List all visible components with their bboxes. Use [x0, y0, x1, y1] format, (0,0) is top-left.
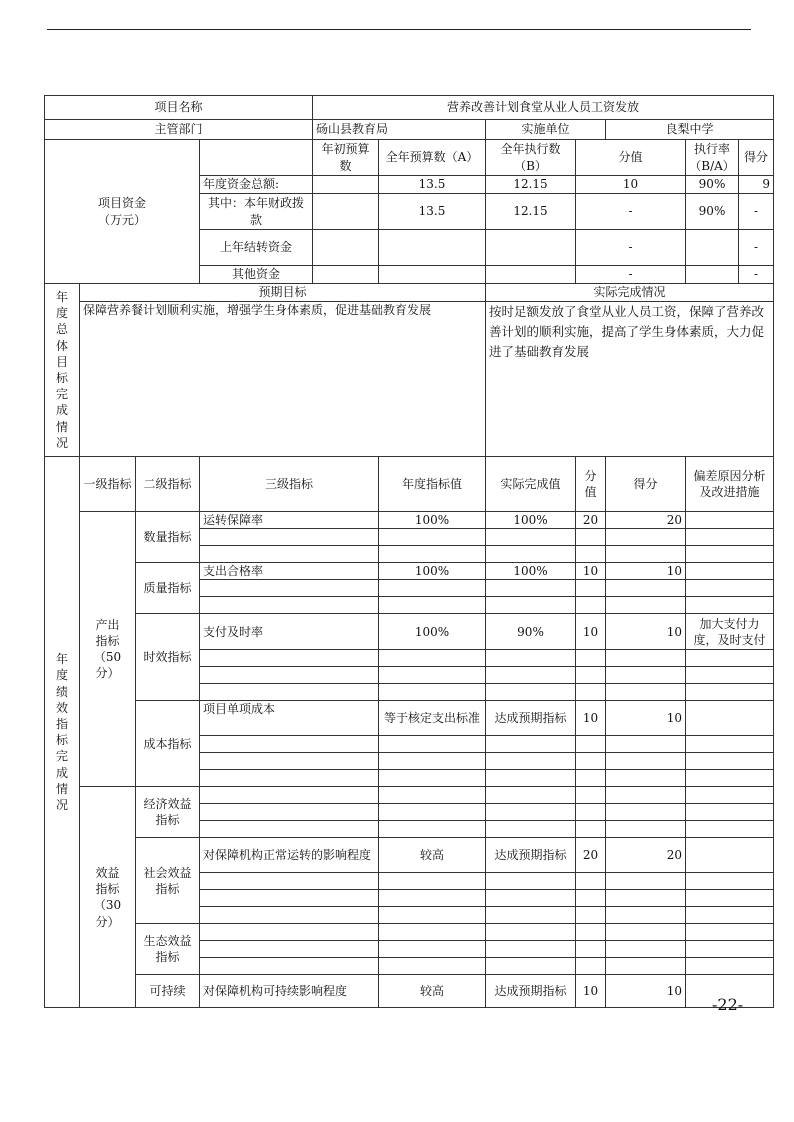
quality-indicator-label: 质量指标 [136, 563, 200, 614]
fund-row-label: 上年结转资金 [200, 230, 313, 266]
col-score: 得分 [739, 140, 774, 176]
header-deviation: 偏差原因分析及改进措施 [686, 457, 774, 512]
indicators-section-label [45, 457, 80, 1008]
fund-score: - [739, 194, 774, 230]
fund-executed [486, 266, 576, 284]
indicator-target: 100% [379, 563, 486, 580]
actual-goal-header: 实际完成情况 [486, 284, 774, 302]
indicator-score: 10 [606, 975, 686, 1008]
fund-row-label: 其中：本年财政拨款 [200, 194, 313, 230]
fund-executed: 12.15 [486, 194, 576, 230]
fund-row-label: 年度资金总额: [200, 176, 313, 194]
project-name: 营养改善计划食堂从业人员工资发放 [313, 96, 774, 120]
economic-indicator-label: 经济效益指标 [136, 787, 200, 838]
indicator-value: 20 [576, 512, 606, 529]
fund-executed: 12.15 [486, 176, 576, 194]
col-score-value: 分值 [576, 140, 686, 176]
indicator-name: 支出合格率 [200, 563, 379, 580]
output-label-text: 产出指标（50分） [93, 617, 122, 681]
indicator-value: 20 [576, 838, 606, 873]
indicator-actual: 90% [486, 614, 576, 650]
header-level1: 一级指标 [80, 457, 136, 512]
header-level2: 二级指标 [136, 457, 200, 512]
header-rule [47, 29, 751, 30]
indicator-target: 较高 [379, 975, 486, 1008]
col-executed: 全年执行数（B） [486, 140, 576, 176]
fund-initial [313, 266, 379, 284]
sustainable-indicator-label: 可持续 [136, 975, 200, 1008]
social-indicator-label: 社会效益指标 [136, 838, 200, 924]
fund-rate [686, 230, 739, 266]
benefit-indicators-label [80, 787, 136, 1008]
fund-initial [313, 176, 379, 194]
indicator-deviation: 加大支付力度，及时支付 [686, 614, 774, 650]
quantity-indicator-label: 数量指标 [136, 512, 200, 563]
col-exec-rate: 执行率（B/A） [686, 140, 739, 176]
indicator-target: 等于核定支出标准 [379, 701, 486, 736]
indicator-score: 10 [606, 701, 686, 736]
goals-section-text: 年度总体目标完成情况 [55, 290, 68, 450]
output-indicators-label [80, 512, 136, 787]
fund-value: 10 [576, 176, 686, 194]
indicator-value: 10 [576, 701, 606, 736]
indicator-target: 100% [379, 614, 486, 650]
header-level3: 三级指标 [200, 457, 379, 512]
indicator-score: 10 [606, 563, 686, 580]
indicator-actual: 100% [486, 563, 576, 580]
col-initial-budget: 年初预算数 [313, 140, 379, 176]
cost-indicator-label: 成本指标 [136, 701, 200, 787]
indicator-actual: 达成预期指标 [486, 838, 576, 873]
expected-goal-text: 保障营养餐计划顺利实施，增强学生身体素质，促进基础教育发展 [80, 302, 486, 457]
fund-value: - [576, 266, 686, 284]
header-value: 分值 [576, 457, 606, 512]
indicators-section-text: 年度绩效指标完成情况 [55, 652, 68, 812]
fund-executed [486, 230, 576, 266]
expected-goal-header: 预期目标 [80, 284, 486, 302]
goals-section-label [45, 284, 80, 457]
fund-row-label: 其他资金 [200, 266, 313, 284]
header-target: 年度指标值 [379, 457, 486, 512]
funds-label: 项目资金 （万元） [45, 140, 200, 284]
indicator-actual: 达成预期指标 [486, 975, 576, 1008]
unit-value: 良梨中学 [606, 120, 774, 140]
indicator-value: 10 [576, 975, 606, 1008]
fund-value: - [576, 194, 686, 230]
indicator-deviation [686, 512, 774, 529]
timeliness-indicator-label: 时效指标 [136, 614, 200, 701]
fund-rate: 90% [686, 176, 739, 194]
indicator-target: 100% [379, 512, 486, 529]
dept-value: 砀山县教育局 [313, 120, 486, 140]
header-score: 得分 [606, 457, 686, 512]
fund-initial [313, 194, 379, 230]
dept-label: 主管部门 [45, 120, 313, 140]
performance-table [44, 95, 774, 1008]
fund-rate [686, 266, 739, 284]
indicator-name: 对保障机构可持续影响程度 [200, 975, 379, 1008]
indicator-value: 10 [576, 563, 606, 580]
funds-header-blank [200, 140, 313, 176]
indicator-actual: 达成预期指标 [486, 701, 576, 736]
project-name-label: 项目名称 [45, 96, 313, 120]
actual-goal-text: 按时足额发放了食堂从业人员工资，保障了营养改善计划的顺利实施，提高了学生身体素质，大力促进了基础教育发展 [486, 302, 774, 457]
indicator-name: 项目单项成本 [200, 701, 379, 736]
fund-score: 9 [739, 176, 774, 194]
col-full-budget: 全年预算数（A） [379, 140, 486, 176]
indicator-deviation [686, 701, 774, 736]
fund-score: - [739, 230, 774, 266]
fund-budget [379, 230, 486, 266]
page-number: -22- [712, 995, 744, 1014]
indicator-deviation [686, 563, 774, 580]
indicator-deviation [686, 838, 774, 873]
indicator-score: 20 [606, 512, 686, 529]
indicator-name: 支付及时率 [200, 614, 379, 650]
benefit-label-text: 效益指标（30分） [93, 866, 122, 929]
indicator-target: 较高 [379, 838, 486, 873]
indicator-score: 20 [606, 838, 686, 873]
indicator-value: 10 [576, 614, 606, 650]
fund-initial [313, 230, 379, 266]
fund-budget [379, 266, 486, 284]
fund-budget: 13.5 [379, 194, 486, 230]
unit-label: 实施单位 [486, 120, 606, 140]
fund-budget: 13.5 [379, 176, 486, 194]
fund-rate: 90% [686, 194, 739, 230]
fund-score: - [739, 266, 774, 284]
indicator-actual: 100% [486, 512, 576, 529]
ecological-indicator-label: 生态效益指标 [136, 924, 200, 975]
header-actual: 实际完成值 [486, 457, 576, 512]
indicator-name: 对保障机构正常运转的影响程度 [200, 838, 379, 873]
indicator-name: 运转保障率 [200, 512, 379, 529]
fund-value: - [576, 230, 686, 266]
indicator-score: 10 [606, 614, 686, 650]
